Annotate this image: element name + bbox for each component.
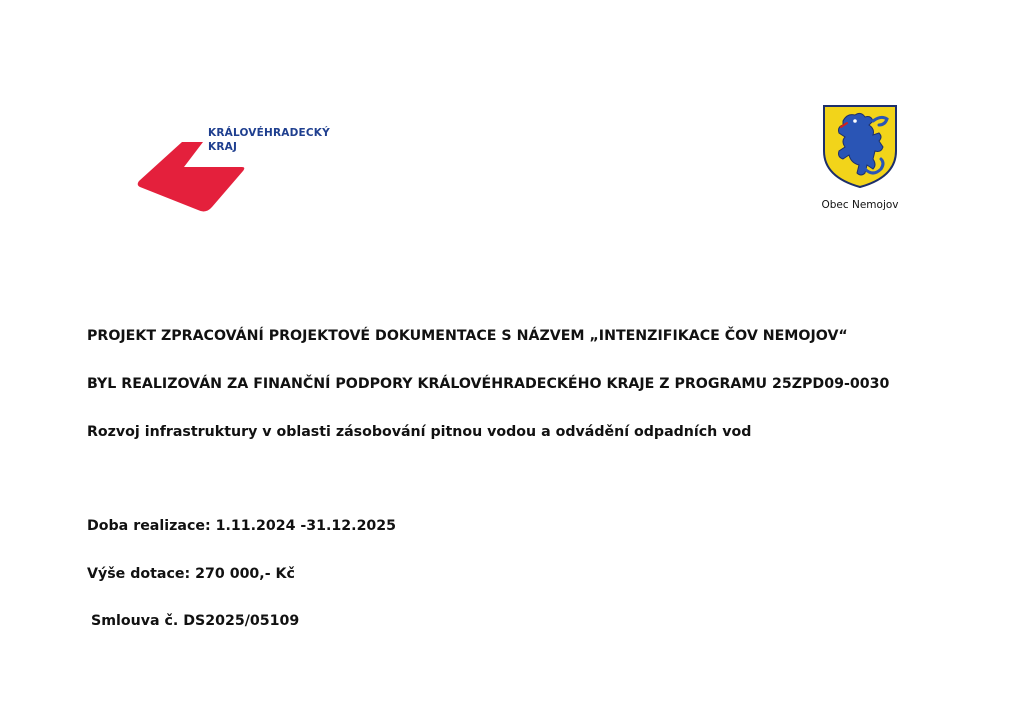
- funding-statement: BYL REALIZOVÁN ZA FINANČNÍ PODPORY KRÁLOVÉHRADECKÉHO KRAJE Z PROGRAMU 25ZPD09-0030: [87, 376, 890, 392]
- project-title: PROJEKT ZPRACOVÁNÍ PROJEKTOVÉ DOKUMENTACE S NÁZVEM „INTENZIFIKACE ČOV NEMOJOV“: [87, 328, 848, 344]
- coat-of-arms-lion-icon: [821, 103, 899, 189]
- region-logo-line2: KRAJ: [208, 141, 238, 153]
- program-name: Rozvoj infrastruktury v oblasti zásobování pitnou vodou a odvádění odpadních vod: [87, 424, 752, 440]
- contract-number: Smlouva č. DS2025/05109: [91, 613, 300, 629]
- region-logo-line1: KRÁLOVÉHRADECKÝ: [208, 127, 330, 139]
- nemojov-coat-of-arms: [818, 103, 902, 211]
- municipality-caption: Obec Nemojov: [821, 199, 899, 211]
- region-logo-text: [208, 126, 330, 154]
- subsidy-amount: Výše dotace: 270 000,- Kč: [87, 566, 295, 582]
- kralovehradecky-kraj-logo: [136, 124, 336, 214]
- project-duration: Doba realizace: 1.11.2024 -31.12.2025: [87, 518, 397, 534]
